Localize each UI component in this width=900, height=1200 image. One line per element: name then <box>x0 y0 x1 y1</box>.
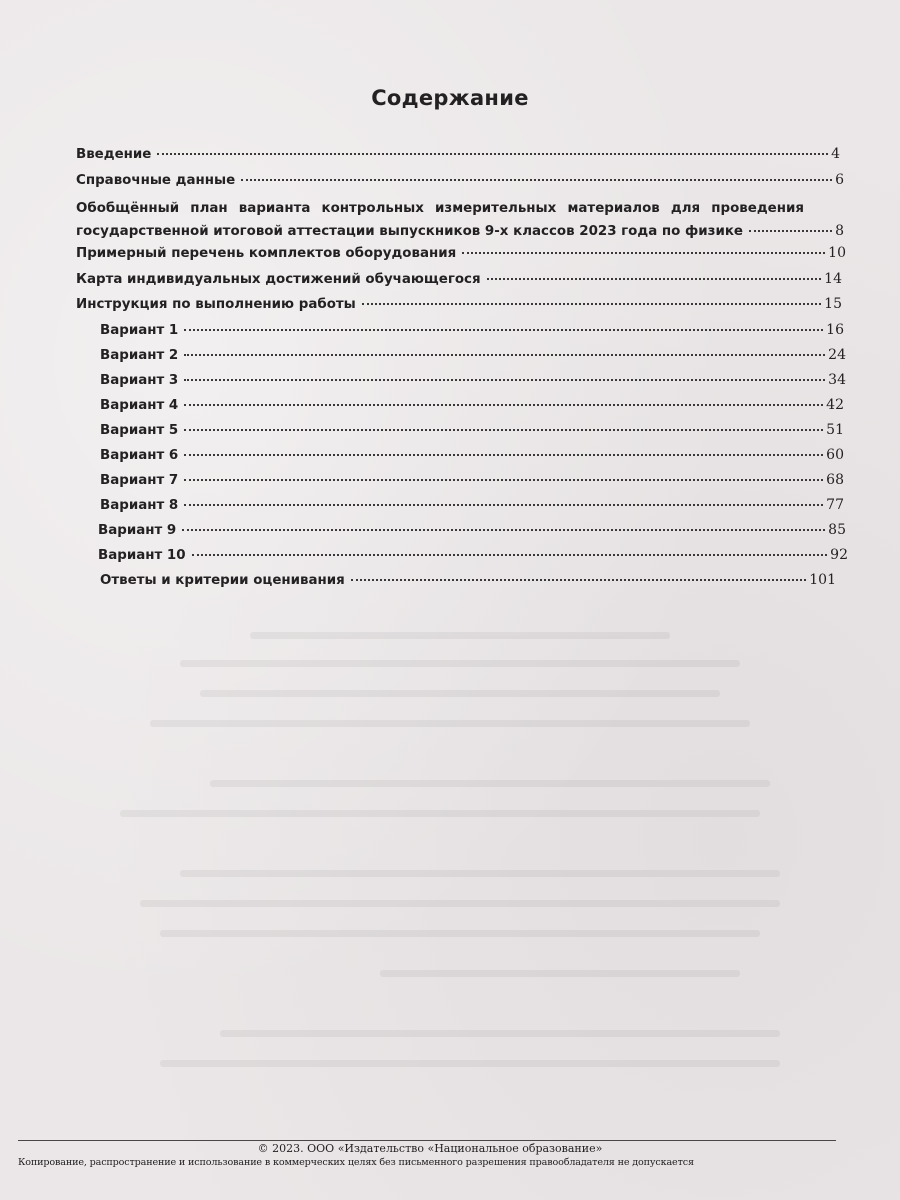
dot-leader <box>184 454 823 456</box>
dot-leader <box>241 179 832 181</box>
toc-entry-label: Справочные данные <box>76 173 236 188</box>
toc-entry-label: Вариант 3 <box>100 373 179 388</box>
toc-entry-label: Вариант 8 <box>100 498 179 513</box>
toc-page-number: 60 <box>826 447 844 463</box>
toc-page-number: 77 <box>826 497 844 513</box>
toc-page-number: 51 <box>826 422 844 438</box>
toc-entry-intro <box>76 146 840 168</box>
toc-entry-label: Ответы и критерии оценивания <box>100 573 345 588</box>
footer-divider <box>18 1140 836 1141</box>
copy-restriction-notice: Копирование, распространение и использование в коммерческих целях без письменного разрешения правообладателя не допускается <box>18 1157 694 1168</box>
toc-page-number: 24 <box>828 347 846 363</box>
dot-leader <box>184 504 823 506</box>
dot-leader <box>157 153 828 155</box>
toc-page-number: 4 <box>831 146 840 162</box>
toc-entry-variant-3 <box>100 372 846 394</box>
toc-entry-variant-7 <box>100 472 844 494</box>
toc-entry-label: Вариант 1 <box>100 323 179 338</box>
dot-leader <box>184 404 823 406</box>
toc-page-number: 85 <box>828 522 846 538</box>
toc-page-number: 6 <box>835 172 844 188</box>
toc-entry-label-line2: государственной итоговой аттестации выпускников 9-х классов 2023 года по физике <box>76 224 744 239</box>
copyright-line: © 2023. ООО «Издательство «Национальное образование» <box>257 1142 603 1155</box>
dot-leader <box>184 429 823 431</box>
toc-entry-variant-6 <box>100 447 844 469</box>
toc-entry-label: Вариант 5 <box>100 423 179 438</box>
toc-entry-label: Вариант 9 <box>98 523 177 538</box>
toc-page-number: 10 <box>828 245 846 261</box>
toc-entry-equipment <box>76 245 846 267</box>
dot-leader <box>184 479 823 481</box>
dot-leader <box>182 529 825 531</box>
toc-entry-label: Вариант 2 <box>100 348 179 363</box>
toc-entry-label: Вариант 4 <box>100 398 179 413</box>
toc-page-number: 42 <box>826 397 844 413</box>
toc-entry-plan <box>76 198 844 242</box>
toc-entry-label: Вариант 6 <box>100 448 179 463</box>
toc-entry-variant-4 <box>100 397 844 419</box>
toc-page-number: 8 <box>835 223 844 239</box>
show-through-texture <box>0 620 900 1120</box>
toc-entry-label: Инструкция по выполнению работы <box>76 297 356 312</box>
toc-entry-label: Вариант 7 <box>100 473 179 488</box>
toc-page-number: 92 <box>830 547 848 563</box>
dot-leader <box>749 230 832 232</box>
toc-page-number: 16 <box>826 322 844 338</box>
toc-entry-answers <box>100 572 836 594</box>
toc-page-number: 101 <box>809 572 836 588</box>
toc-page-number: 68 <box>826 472 844 488</box>
dot-leader <box>462 252 825 254</box>
toc-entry-variant-5 <box>100 422 844 444</box>
dot-leader <box>184 354 825 356</box>
toc-entry-variant-9 <box>98 522 846 544</box>
toc-entry-label: Примерный перечень комплектов оборудования <box>76 246 457 261</box>
dot-leader <box>184 329 823 331</box>
dot-leader <box>487 278 822 280</box>
toc-entry-label-line1: Обобщённый план варианта контрольных измерительных материалов для проведения <box>76 201 804 216</box>
toc-entry-achievements <box>76 271 842 293</box>
toc-page-number: 14 <box>824 271 842 287</box>
toc-entry-label: Карта индивидуальных достижений обучающегося <box>76 272 481 287</box>
dot-leader <box>351 579 806 581</box>
dot-leader <box>192 554 828 556</box>
toc-entry-instructions <box>76 296 842 318</box>
dot-leader <box>362 303 821 305</box>
toc-entry-variant-8 <box>100 497 844 519</box>
toc-entry-variant-1 <box>100 322 844 344</box>
page-title: Содержание <box>371 86 529 110</box>
toc-entry-label: Введение <box>76 147 152 162</box>
toc-entry-variant-2 <box>100 347 846 369</box>
toc-entry-label: Вариант 10 <box>98 548 186 563</box>
toc-page-number: 34 <box>828 372 846 388</box>
dot-leader <box>184 379 825 381</box>
toc-entry-reference <box>76 172 844 194</box>
toc-entry-variant-10 <box>98 547 848 569</box>
toc-entry-label-line2-row <box>76 220 844 242</box>
toc-page-number: 15 <box>824 296 842 312</box>
